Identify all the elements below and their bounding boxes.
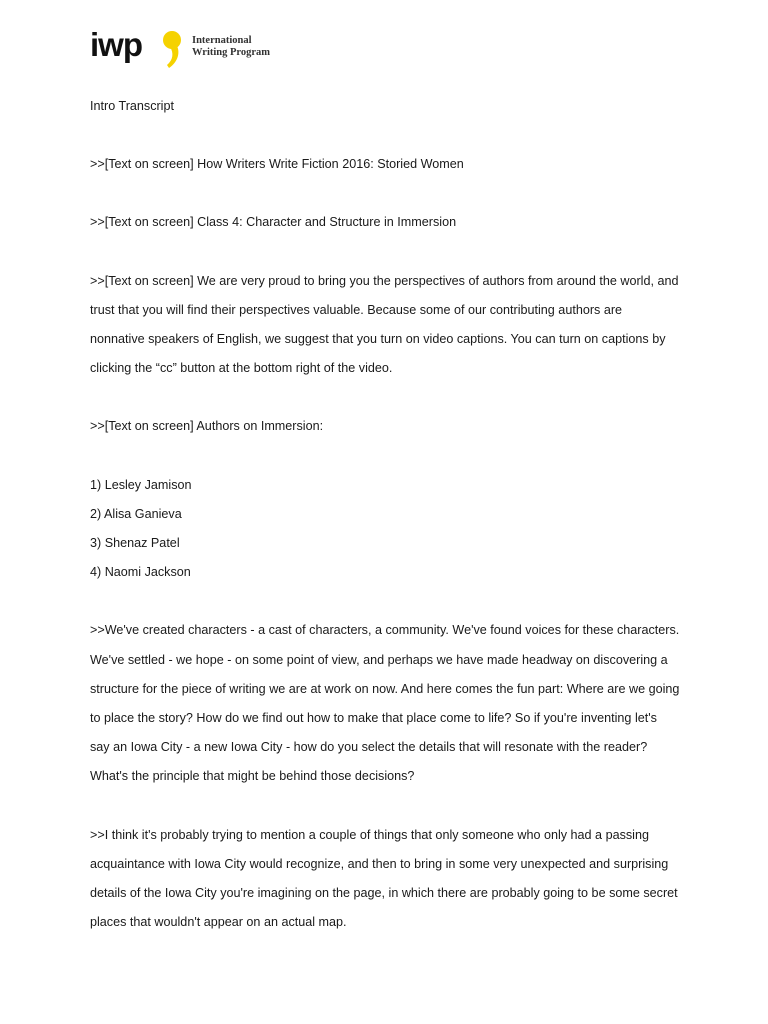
list-item: 2) Alisa Ganieva: [90, 506, 182, 521]
list-item: 4) Naomi Jackson: [90, 565, 191, 580]
org-name-line2: Writing Program: [192, 47, 271, 58]
doc-title: Intro Transcript: [90, 99, 174, 113]
paragraph-5: >>We've created characters - a cast of characters, a community. We've found voices for these characters. We've settled - we hope - on some point of view, and perhaps we have made headway on discovering a structure for the piece of writing we are at work on now. And here comes the fun part: Where are we going to place the story? How do we find out how to make that place come to life? So if you're inventing let's say an Iowa City - a new Iowa City - how do you select the details that will resonate with the reader? What's the principle that might be behind those decisions?: [90, 623, 680, 784]
paragraph-2: >>[Text on screen] Class 4: Character and Structure in Immersion: [90, 215, 457, 230]
iwp-logo: [90, 26, 190, 72]
list-item: 3) Shenaz Patel: [90, 536, 180, 551]
paragraph-4: >>[Text on screen] Authors on Immersion:: [90, 419, 324, 434]
comma-icon: [163, 31, 181, 68]
authors-list: [90, 471, 680, 588]
paragraph-1: >>[Text on screen] How Writers Write Fiction 2016: Storied Women: [90, 157, 464, 172]
org-name-line1: International: [192, 35, 252, 46]
org-name: [192, 35, 270, 59]
logo-wordmark: iwp: [90, 26, 142, 63]
paragraph-3: >>[Text on screen] We are very proud to bring you the perspectives of authors from around the world, and trust that you will find their perspectives valuable. Because some of our contributing authors are nonnative speakers of English, we suggest that you turn on video captions. You can turn on captions by clicking the “cc” button at the bottom right of the video.: [90, 273, 679, 376]
list-item: 1) Lesley Jamison: [90, 477, 192, 492]
paragraph-6: >>I think it's probably trying to mention a couple of things that only someone who only had a passing acquaintance with Iowa City would recognize, and then to bring in some very unexpected and surprising details of the Iowa City you're imagining on the page, in which there are probably going to be some secret places that wouldn't appear on an actual map.: [90, 827, 678, 930]
transcript-body: [90, 92, 680, 966]
